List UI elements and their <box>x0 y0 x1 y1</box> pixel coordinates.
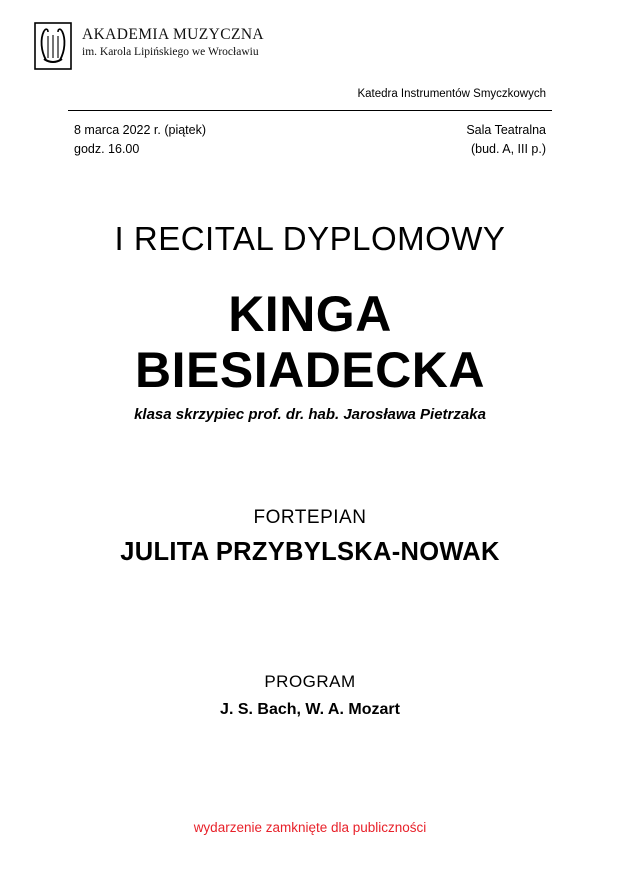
closed-event-note: wydarzenie zamknięte dla publiczności <box>193 820 427 835</box>
event-date: 8 marca 2022 r. (piątek) <box>74 123 207 137</box>
piano-role-label: FORTEPIAN <box>253 506 367 528</box>
department-label: Katedra Instrumentów Smyczkowych <box>357 88 546 100</box>
program-label: PROGRAM <box>264 671 356 691</box>
artist-last-name: BIESIADECKA <box>135 341 485 398</box>
poster-header <box>0 0 620 70</box>
venue-detail: (bud. A, III p.) <box>470 142 546 157</box>
artist-name <box>0 286 620 398</box>
venue-name: Sala Teatralna <box>466 123 546 137</box>
institution-name <box>82 22 264 59</box>
teacher-credit: klasa skrzypiec prof. dr. hab. Jarosława Pietrzaka <box>134 405 486 423</box>
lyre-icon <box>34 22 72 70</box>
event-title: I RECITAL DYPLOMOWY <box>114 219 506 257</box>
artist-first-name: KINGA <box>228 285 392 342</box>
event-time: godz. 16.00 <box>74 142 140 157</box>
event-datetime <box>74 121 206 160</box>
event-venue <box>466 121 546 160</box>
event-meta <box>0 111 620 160</box>
pianist-name: JULITA PRZYBYLSKA-NOWAK <box>120 537 500 566</box>
program-items: J. S. Bach, W. A. Mozart <box>220 700 400 718</box>
institution-line1: AKADEMIA MUZYCZNA <box>82 26 265 43</box>
institution-line2: im. Karola Lipińskiego we Wrocławiu <box>82 45 259 58</box>
